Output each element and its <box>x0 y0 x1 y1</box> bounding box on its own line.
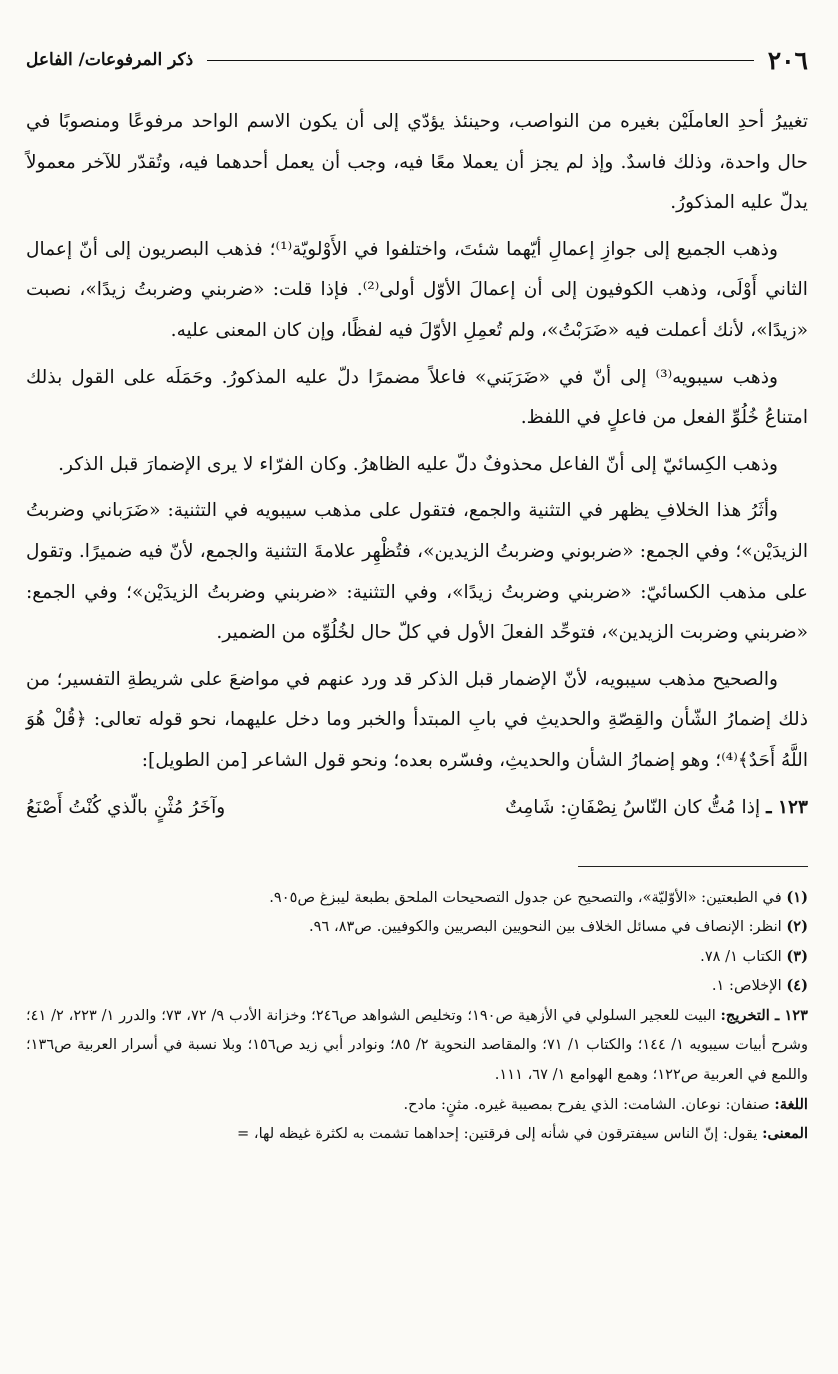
header-rule <box>207 60 754 61</box>
footnote-key: اللغة: <box>774 1095 808 1113</box>
footnote <box>26 971 808 1001</box>
footnote-key: (٣) <box>786 947 808 965</box>
footnote <box>26 942 808 972</box>
footnote-maana <box>26 1119 808 1149</box>
footnotes <box>26 883 808 1149</box>
footnote-key: (٤) <box>786 977 808 995</box>
footnote-text: الكتاب ١/ ٧٨. <box>700 947 782 965</box>
footnote-takhrij <box>26 1001 808 1090</box>
footnote-text: البيت للعجير السلولي في الأزهية ص١٩٠؛ وتخليص الشواهد ص٢٤٦؛ وخزانة الأدب ٩/ ٧٢، ٧٣؛ والدرر ١/ ٢٢٣، ٢/ ٤١؛ وشرح أبيات سيبويه ١/ ١٤٤؛ والكتاب ١/ ٧١؛ والمقاصد النحوية ٢/ ٨٥؛ ونوادر أبي زيد ص١٥٦؛ وبلا نسبة في أسرار العربية ص١٣٦؛ واللمع في العربية ص١٢٢؛ وهمع الهوامع ١/ ٦٧، ١١١. <box>26 1006 808 1084</box>
verse-number: ١٢٣ ـ <box>766 796 808 818</box>
footnote-text: في الطبعتين: «الأوّليّة»، والتصحيح عن جدول التصحيحات الملحق بطبعة ليبزغ ص٩٠٥. <box>269 888 782 906</box>
footnote-key: (٢) <box>786 918 808 936</box>
footnote-text: يقول: إنّ الناس سيفترقون في شأنه إلى فرقتين: إحداهما تشمت به لكثرة غيظه لها، = <box>237 1125 758 1143</box>
footnote-key: (١) <box>786 888 808 906</box>
verse-hemistich-1: إذا مُتُّ كان النّاسُ نِصْفَانِ: شَامِتٌ <box>505 796 761 818</box>
footnote-separator <box>578 866 808 867</box>
footnote-text: انظر: الإنصاف في مسائل الخلاف بين النحويين البصريين والكوفيين. ص٨٣، ٩٦. <box>309 918 782 936</box>
footnote-key: ١٢٣ ـ التخريج: <box>720 1006 808 1024</box>
running-header <box>26 38 808 82</box>
page-number: ٢٠٦ <box>767 45 808 75</box>
running-title: ذكر المرفوعات/ الفاعل <box>26 50 194 70</box>
paragraph: والصحيح مذهب سيبويه، لأنّ الإضمار قبل الذكر قد ورد عنهم في مواضعَ على شريطةِ التفسير؛ من ذلك إضمارُ الشّأن والقِصّةِ والحديثِ في بابِ المبتدأ والخبر وما دخل عليهما، نحو قوله تعالى: ﴿قُلْ هُوَ اللَّهُ أَحَدٌ﴾⁽⁴⁾؛ وهو إضمارُ الشأن والحديثِ، وفسّره بعده؛ ونحو قول الشاعر [من الطويل]: <box>26 668 808 771</box>
footnote <box>26 912 808 942</box>
footnote-text: الإخلاص: ١. <box>711 977 782 995</box>
footnote-text: صنفان: نوعان. الشامت: الذي يفرح بمصيبة غيره. مثنٍ: مادح. <box>403 1095 770 1113</box>
footnote-key: المعنى: <box>762 1125 808 1143</box>
paragraph: وذهب الكِسائيّ إلى أنّ الفاعل محذوفٌ دلّ عليه الظاهرُ. وكان الفرّاء لا يرى الإضمارَ قبل الذكر. <box>58 453 778 475</box>
paragraph: وذهب الجميع إلى جوازِ إعمالِ أيّهما شئتَ، واختلفوا في الأَوْلويّة⁽¹⁾؛ فذهب البصريون إلى أنّ إعمال الثاني أَوْلَى، وذهب الكوفيون إلى أن إعمالَ الأوّل أولى⁽²⁾. فإذا قلت: «ضربني وضربتُ زيدًا»، نصبت «زيدًا»، لأنك أعملت فيه «ضَرَبْتُ»، ولم تُعمِلِ الأوّلَ فيه لفظًا، وإن كان المعنى عليه. <box>26 238 808 341</box>
paragraph: تغييرُ أحدِ العاملَيْن بغيره من النواصب، وحينئذ يؤدّي إلى أن يكون الاسم الواحد مرفوعًا ومنصوبًا في حال واحدة، وذلك فاسدٌ. وإذ لم يجز أن يعملا معًا فيه، وجب أن يعمل أحدهما فيه، وتُقدّر للآخر معمولاً يدلّ عليه المذكورُ. <box>26 111 808 214</box>
verse-first-half <box>505 788 808 828</box>
verse-hemistich-2: وآخَرُ مُثْنٍ بالّذي كُنْتُ أَصْنَعُ <box>26 796 226 818</box>
poem-verse <box>26 788 808 828</box>
footnote-lugha <box>26 1090 808 1120</box>
paragraph: وذهب سيبويه⁽³⁾ إلى أنّ في «ضَرَبَني» فاعلاً مضمرًا دلّ عليه المذكورُ. وحَمَلَه على القول بذلك امتناعُ خُلُوِّ الفعل من فاعلٍ في اللفظ. <box>26 366 808 429</box>
paragraph: وأثَرُ هذا الخلافِ يظهر في التثنية والجمع، فتقول على مذهب سيبويه في التثنية: «ضَرَباني وضربتُ الزيدَيْن»؛ وفي الجمع: «ضربوني وضربتُ الزيدين»، فتُظْهِر علامةَ التثنية والجمع، لأنّ فيه ضميرًا. وتقول على مذهب الكسائيّ: «ضربني وضربتُ زيدًا»، وفي التثنية: «ضربني وضربتُ الزيدَيْن»؛ وفي الجمع: «ضربني وضربت الزيدين»، فتوحِّد الفعلَ الأول في كلّ حال لخُلُوِّه من الضمير. <box>26 500 808 644</box>
main-text <box>26 102 808 828</box>
footnote <box>26 883 808 913</box>
